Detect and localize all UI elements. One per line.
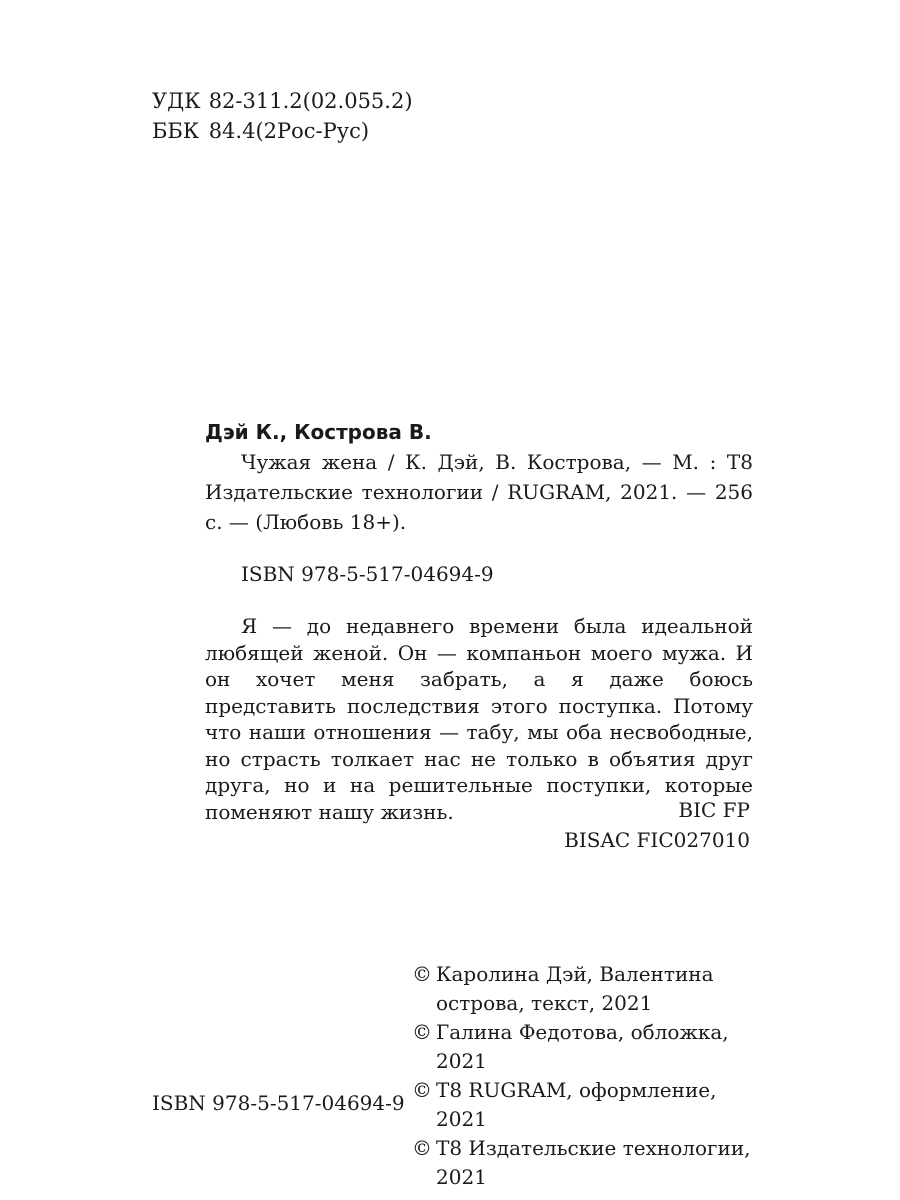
copyright-sign-icon: © (412, 962, 432, 986)
bibliographic-record: Чужая жена / К. Дэй, В. Кострова, — М. : Т8 Издательские технологии / RUGRAM, 2021. — 256 с. — (Любовь 18+). (205, 450, 753, 534)
bic-code: BIC FP (678, 798, 750, 822)
classification-block (152, 86, 413, 146)
bisac-code: BISAC FIC027010 (564, 828, 750, 852)
copyright-sign-icon: © (412, 1136, 432, 1160)
bibliographic-block (205, 417, 753, 825)
copyright-text: Галина Федотова, обложка, 2021 (436, 1020, 729, 1073)
annotation: Я — до недавнего времени была идеальной любящей женой. Он — компаньон моего мужа. И он хочет меня забрать, а я даже боюсь представить последствия этого поступка. Потому что наши отношения — табу, мы оба несвободные, но страсть толкает нас не только в объятия друг друга, но и на решительные поступки, которые поменяют нашу жизнь. (205, 614, 753, 824)
bbk-row (152, 116, 413, 146)
copyright-text: Т8 RUGRAM, оформление, 2021 (436, 1078, 717, 1131)
copyright-sign-icon: © (412, 1078, 432, 1102)
udk-value: 82-311.2(02.055.2) (208, 89, 413, 113)
copyright-item (412, 960, 772, 1018)
copyright-item (412, 1018, 772, 1076)
authors-heading: Дэй К., Кострова В. (205, 420, 432, 444)
isbn-inline: ISBN 978-5-517-04694-9 (241, 562, 494, 586)
copyright-sign-icon: © (412, 1020, 432, 1044)
copyright-text: Каролина Дэй, Валентина острова, текст, 2021 (436, 962, 714, 1015)
isbn-bottom: ISBN 978-5-517-04694-9 (152, 1091, 405, 1115)
subject-codes (564, 795, 750, 855)
bbk-value: 84.4(2Рос-Рус) (208, 119, 370, 143)
copyright-list (412, 960, 772, 1192)
udk-row (152, 86, 413, 116)
copyright-item (412, 1134, 772, 1192)
bbk-label: ББК (152, 119, 200, 143)
udk-label: УДК (152, 89, 201, 113)
copyright-item (412, 1076, 772, 1134)
copyright-text: Т8 Издательские технологии, 2021 (436, 1136, 751, 1189)
